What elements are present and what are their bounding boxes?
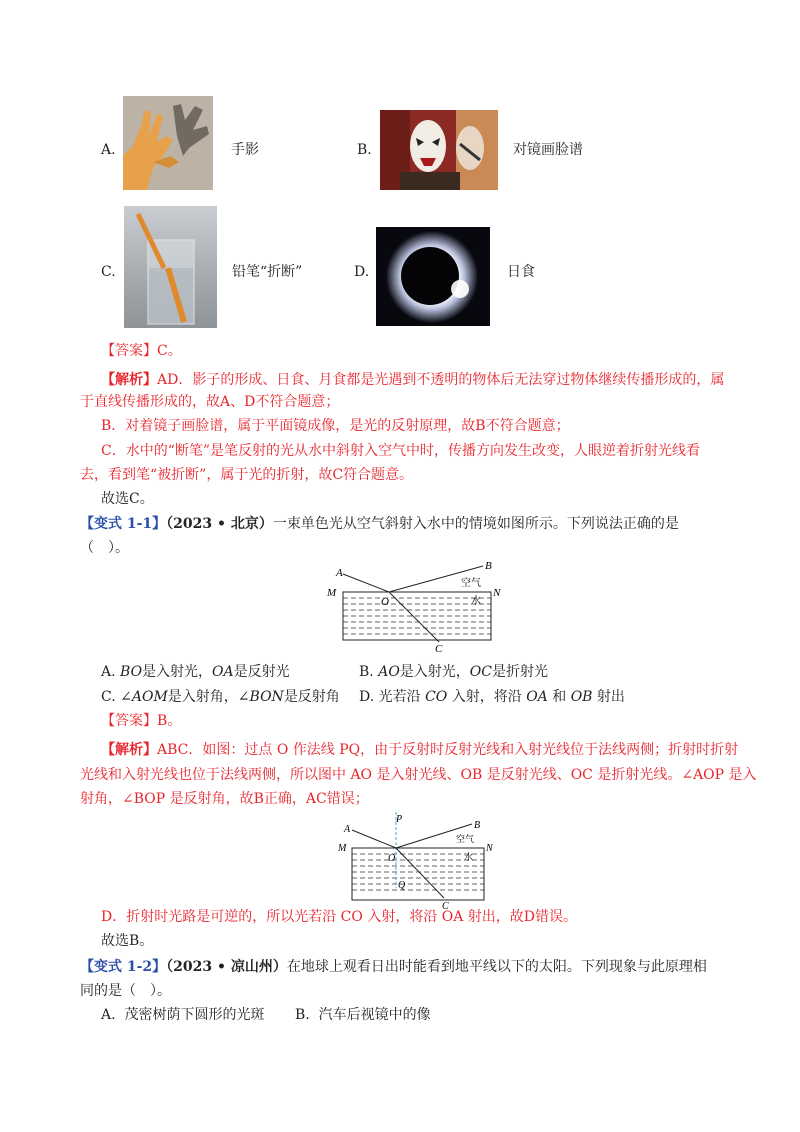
option-d-label: 日食: [507, 264, 535, 280]
option-text: 汽车后视镜中的像: [318, 1007, 431, 1023]
conclusion-1: 故选C。: [101, 491, 154, 507]
analysis-1-line-2: 于直线传播形成的，故A、D不符合题意；: [80, 394, 340, 410]
incident-ray: [352, 830, 396, 848]
label-p: P: [396, 814, 403, 825]
option-1-b: [359, 662, 548, 682]
label-o: O: [381, 596, 389, 608]
label-a: A: [336, 567, 343, 579]
option-symbol: BO: [120, 664, 143, 680]
option-text: 光若沿: [378, 689, 426, 705]
option-c-letter: C.: [101, 264, 116, 280]
analysis-text: ABC．如图：过点 O 作法线 PQ，由于反射时反射光线和入射光线位于法线两侧；折射时折射: [157, 742, 739, 758]
option-1-a: [101, 662, 290, 682]
analysis-text: AD．影子的形成、日食、月食都是光遇到不透明的物体后无法穿过物体继续传播形成的，属: [157, 372, 725, 388]
variant-source: （2023 • 凉山州）: [166, 959, 287, 975]
label-a: A: [344, 824, 351, 835]
label-b: B: [474, 820, 481, 831]
option-a-label: 手影: [231, 142, 259, 158]
option-letter: A.: [101, 1007, 116, 1023]
option-symbol: AO: [378, 664, 400, 680]
option-letter: D.: [359, 689, 375, 705]
analysis-2-line-2: 光线和入射光线也位于法线两侧，所以图中 AO 是入射光线、OB 是反射光线、OC 是折射光线。∠AOP 是入: [80, 767, 757, 783]
solar-eclipse-image: [376, 227, 490, 326]
analysis-2-line-4: D．折射时光路是可逆的，所以光若沿 CO 入射，将沿 OA 射出，故D错误。: [101, 909, 578, 925]
solar-eclipse-picture: [376, 227, 490, 326]
hand-shadow-picture: [123, 96, 213, 190]
analysis-head: 【解析】: [101, 372, 157, 388]
variant-tag: 【变式 1-2】: [80, 959, 167, 975]
analysis-1-line-3: B．对着镜子画脸谱，属于平面镜成像，是光的反射原理，故B不符合题意；: [101, 418, 570, 434]
variant-source: （2023 • 北京）: [166, 516, 273, 532]
water-hatching: [343, 598, 491, 634]
variant-1-1-stem: [80, 514, 679, 534]
refraction-diagram: [323, 558, 503, 654]
label-air: 空气: [456, 834, 475, 844]
option-text: 和: [547, 689, 571, 705]
option-letter: A.: [101, 664, 116, 680]
pencil-in-water-picture: [124, 206, 217, 328]
refraction-diagram-with-normal: [332, 808, 512, 910]
option-letter: B.: [359, 664, 374, 680]
option-text: 是折射光: [492, 664, 548, 680]
refracted-ray: [389, 592, 439, 642]
option-symbol: OB: [570, 689, 593, 705]
label-c: C: [435, 643, 443, 654]
label-c: C: [442, 901, 449, 910]
pencil-in-water-image: [124, 206, 217, 328]
answer-2: 【答案】B。: [101, 713, 182, 729]
option-1-c: [101, 687, 340, 707]
analysis-1-line-4: C．水中的“断笔”是笔反射的光从水中斜射入空气中时，传播方向发生改变，人眼逆着折射光线看: [101, 443, 701, 459]
variant-1-1-stem-2: （ ）。: [80, 540, 129, 556]
option-text: 是入射光，: [142, 664, 213, 680]
option-2-b: [295, 1005, 431, 1025]
option-symbol: AOM: [131, 689, 168, 705]
variant-stem-text: 在地球上观看日出时能看到地平线以下的太阳。下列现象与此原理相: [286, 959, 707, 975]
option-d-letter: D.: [354, 264, 370, 280]
option-letter: C.: [101, 689, 116, 705]
option-1-d: [359, 687, 625, 707]
option-letter: B.: [295, 1007, 310, 1023]
option-text: 是入射角，∠: [167, 689, 250, 705]
mirror-mask-picture: [380, 110, 498, 190]
option-a-letter: A.: [101, 142, 116, 158]
option-symbol: CO: [425, 689, 448, 705]
analysis-1-line-1: [101, 370, 724, 390]
option-2-a: [101, 1005, 264, 1025]
hand-shadow-image: [123, 96, 213, 190]
analysis-2-line-1: [101, 740, 738, 760]
label-n: N: [486, 843, 493, 854]
option-text: ∠: [120, 689, 132, 705]
analysis-1-line-5: 去，看到笔“被折断”，属于光的折射，故C符合题意。: [80, 467, 414, 483]
conclusion-2: 故选B。: [101, 933, 154, 949]
variant-1-2-stem-2: 同的是（ ）。: [80, 983, 171, 999]
variant-stem-text: 一束单色光从空气斜射入水中的情境如图所示。下列说法正确的是: [272, 516, 679, 532]
analysis-head: 【解析】: [101, 742, 157, 758]
option-text: 射出: [592, 689, 625, 705]
option-symbol: BON: [249, 689, 284, 705]
label-q: Q: [398, 880, 406, 891]
label-n: N: [493, 587, 501, 599]
option-symbol: OA: [526, 689, 548, 705]
option-text: 茂密树荫下圆形的光斑: [124, 1007, 265, 1023]
label-water: 水: [464, 852, 474, 862]
label-air: 空气: [461, 578, 481, 589]
label-m: M: [327, 587, 337, 599]
option-b-label: 对镜画脸谱: [513, 142, 583, 158]
label-o: O: [388, 853, 396, 864]
option-b-letter: B.: [357, 142, 372, 158]
variant-1-2-stem: [80, 957, 707, 977]
option-text: 是反射角: [283, 689, 340, 705]
incident-ray: [343, 574, 389, 592]
label-m: M: [338, 843, 347, 854]
answer-1: 【答案】C。: [101, 343, 182, 359]
option-text: 入射，将沿: [447, 689, 527, 705]
option-symbol: OA: [212, 664, 234, 680]
mirror-mask-image: [380, 110, 498, 190]
label-b: B: [485, 560, 492, 572]
option-text: 是入射光，: [399, 664, 470, 680]
option-text: 是反射光: [233, 664, 290, 680]
label-water: 水: [471, 596, 481, 607]
variant-tag: 【变式 1-1】: [80, 516, 167, 532]
option-symbol: OC: [469, 664, 492, 680]
option-c-label: 铅笔“折断”: [232, 264, 303, 280]
analysis-2-line-3: 射角，∠BOP 是反射角，故B正确，AC错误；: [80, 791, 369, 807]
